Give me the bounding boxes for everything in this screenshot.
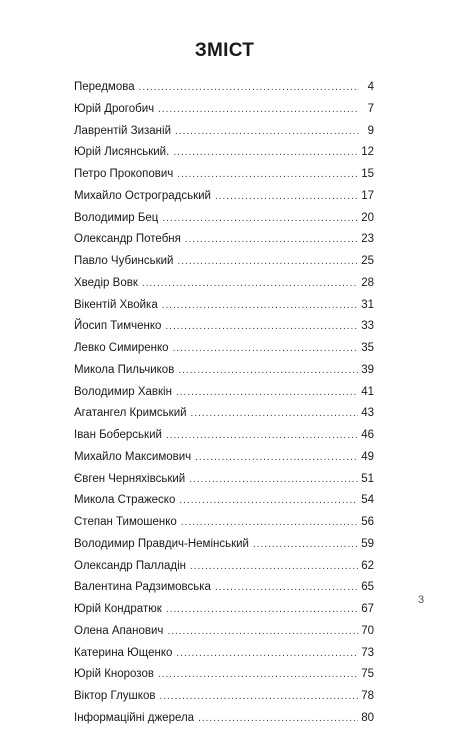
toc-entry-page: 39	[361, 363, 374, 376]
toc-entry	[74, 316, 374, 338]
toc-leader-dots	[215, 186, 358, 208]
toc-entry-page: 7	[367, 102, 374, 115]
toc-entry	[74, 643, 374, 665]
toc-entry	[74, 599, 374, 621]
toc-entry-title: Павло Чубинський	[74, 255, 174, 267]
toc-entry-title: Юрій Кнорозов	[74, 668, 154, 681]
toc-entry-title: Юрій Лисянський.	[74, 146, 170, 159]
toc-entry-page: 73	[361, 646, 374, 659]
toc-entry	[74, 338, 374, 360]
toc-entry	[74, 295, 374, 317]
toc-entry	[74, 556, 374, 578]
toc-leader-dots	[176, 643, 358, 665]
toc-entry	[74, 621, 374, 643]
toc-entry	[74, 490, 374, 512]
toc-entry-title: Левко Симиренко	[74, 342, 169, 354]
toc-leader-dots	[162, 295, 358, 317]
toc-entry-title: Володимир Правдич-Немінський	[74, 537, 249, 550]
toc-leader-dots	[181, 512, 358, 534]
toc-entry-page: 56	[361, 516, 374, 528]
toc-entry	[74, 708, 374, 730]
table-of-contents	[74, 77, 374, 730]
toc-entry-page: 65	[361, 581, 374, 594]
toc-entry-page: 20	[361, 211, 374, 224]
toc-entry	[74, 208, 374, 230]
toc-leader-dots	[166, 425, 358, 447]
toc-entry-page: 62	[361, 559, 374, 572]
toc-leader-dots	[215, 577, 358, 599]
toc-leader-dots	[177, 164, 358, 186]
toc-leader-dots	[173, 338, 359, 360]
toc-entry	[74, 186, 374, 208]
toc-entry-title: Юрій Дрогобич	[74, 102, 155, 115]
toc-entry	[74, 403, 374, 425]
toc-entry-page: 41	[361, 385, 374, 398]
toc-entry-page: 59	[361, 537, 374, 550]
toc-entry-page: 54	[361, 494, 374, 507]
toc-entry-title: Агатангел Кримський	[74, 407, 187, 420]
toc-entry-title: Віктор Глушков	[74, 690, 156, 702]
toc-leader-dots	[185, 229, 358, 251]
toc-entry-page: 75	[361, 668, 374, 681]
toc-entry-page: 25	[361, 255, 374, 267]
toc-entry-title: Олександр Палладін	[74, 559, 186, 572]
toc-leader-dots	[158, 99, 359, 121]
toc-entry-page: 49	[361, 450, 374, 463]
toc-entry	[74, 251, 374, 273]
toc-leader-dots	[179, 490, 358, 512]
page-number: 3	[418, 594, 425, 606]
toc-entry	[74, 121, 374, 143]
toc-leader-dots	[198, 708, 358, 730]
toc-entry-title: Микола Пильчиков	[74, 363, 175, 376]
toc-leader-dots	[253, 534, 358, 556]
toc-entry-title: Олена Апанович	[74, 624, 164, 637]
toc-entry	[74, 273, 374, 295]
toc-entry-page: 35	[361, 342, 374, 354]
toc-entry	[74, 534, 374, 556]
toc-entry-title: Передмова	[74, 81, 135, 93]
toc-leader-dots	[159, 686, 358, 708]
toc-entry	[74, 447, 374, 469]
toc-entry-title: Юрій Кондратюк	[74, 603, 162, 615]
toc-leader-dots	[177, 251, 358, 273]
toc-entry-title: Володимир Бец	[74, 211, 159, 224]
toc-leader-dots	[139, 77, 359, 99]
toc-entry-page: 31	[361, 298, 374, 311]
toc-entry-title: Микола Стражеско	[74, 494, 176, 507]
toc-entry-title: Хведір Вовк	[74, 276, 138, 289]
toc-entry-title: Вікентій Хвойка	[74, 298, 158, 311]
toc-leader-dots	[190, 556, 358, 578]
toc-entry-page: 78	[361, 690, 374, 702]
toc-entry	[74, 142, 374, 164]
toc-entry-page: 23	[361, 233, 374, 246]
toc-leader-dots	[189, 469, 358, 491]
toc-leader-dots	[158, 664, 358, 686]
toc-leader-dots	[195, 447, 358, 469]
toc-entry-page: 43	[361, 407, 374, 420]
toc-leader-dots	[175, 121, 359, 143]
toc-entry-page: 15	[361, 168, 374, 180]
toc-entry-page: 80	[361, 711, 374, 724]
toc-entry-page: 9	[367, 124, 374, 137]
toc-leader-dots	[191, 403, 359, 425]
toc-entry	[74, 77, 374, 99]
toc-entry	[74, 512, 374, 534]
toc-entry-page: 33	[361, 320, 374, 333]
toc-entry-page: 70	[361, 624, 374, 637]
toc-entry	[74, 99, 374, 121]
toc-entry-page: 28	[361, 276, 374, 289]
toc-entry	[74, 229, 374, 251]
toc-entry-title: Михайло Максимович	[74, 450, 192, 463]
toc-leader-dots	[162, 208, 358, 230]
toc-entry	[74, 382, 374, 404]
toc-entry-page: 51	[361, 472, 374, 485]
toc-entry-title: Катерина Ющенко	[74, 646, 173, 659]
toc-entry	[74, 425, 374, 447]
toc-entry	[74, 469, 374, 491]
toc-entry-title: Євген Черняхівський	[74, 472, 186, 485]
toc-entry-page: 12	[361, 146, 374, 159]
toc-entry	[74, 577, 374, 599]
toc-leader-dots	[176, 382, 358, 404]
toc-leader-dots	[178, 360, 358, 382]
toc-entry	[74, 664, 374, 686]
toc-entry-title: Петро Прокопович	[74, 168, 174, 180]
toc-leader-dots	[165, 316, 358, 338]
toc-entry	[74, 360, 374, 382]
toc-leader-dots	[166, 599, 358, 621]
toc-entry-title: Інформаційні джерела	[74, 711, 195, 724]
toc-entry-title: Йосип Тимченко	[74, 320, 162, 333]
toc-entry	[74, 164, 374, 186]
toc-entry-title: Володимир Хавкін	[74, 385, 172, 398]
toc-leader-dots	[142, 273, 358, 295]
toc-entry-title: Михайло Остроградський	[74, 189, 211, 202]
toc-entry-page: 46	[361, 429, 374, 441]
toc-entry-title: Лаврентій Зизаній	[74, 124, 172, 137]
toc-entry-title: Валентина Радзимовська	[74, 581, 211, 594]
toc-entry	[74, 686, 374, 708]
toc-entry-page: 67	[361, 603, 374, 615]
toc-entry-page: 4	[367, 81, 374, 93]
toc-entry-title: Олександр Потебня	[74, 233, 181, 246]
toc-entry-title: Іван Боберський	[74, 429, 162, 441]
toc-leader-dots	[173, 142, 358, 164]
toc-entry-page: 17	[361, 189, 374, 202]
toc-entry-title: Степан Тимошенко	[74, 516, 177, 528]
page-title: ЗМІСТ	[194, 40, 255, 61]
toc-leader-dots	[167, 621, 358, 643]
